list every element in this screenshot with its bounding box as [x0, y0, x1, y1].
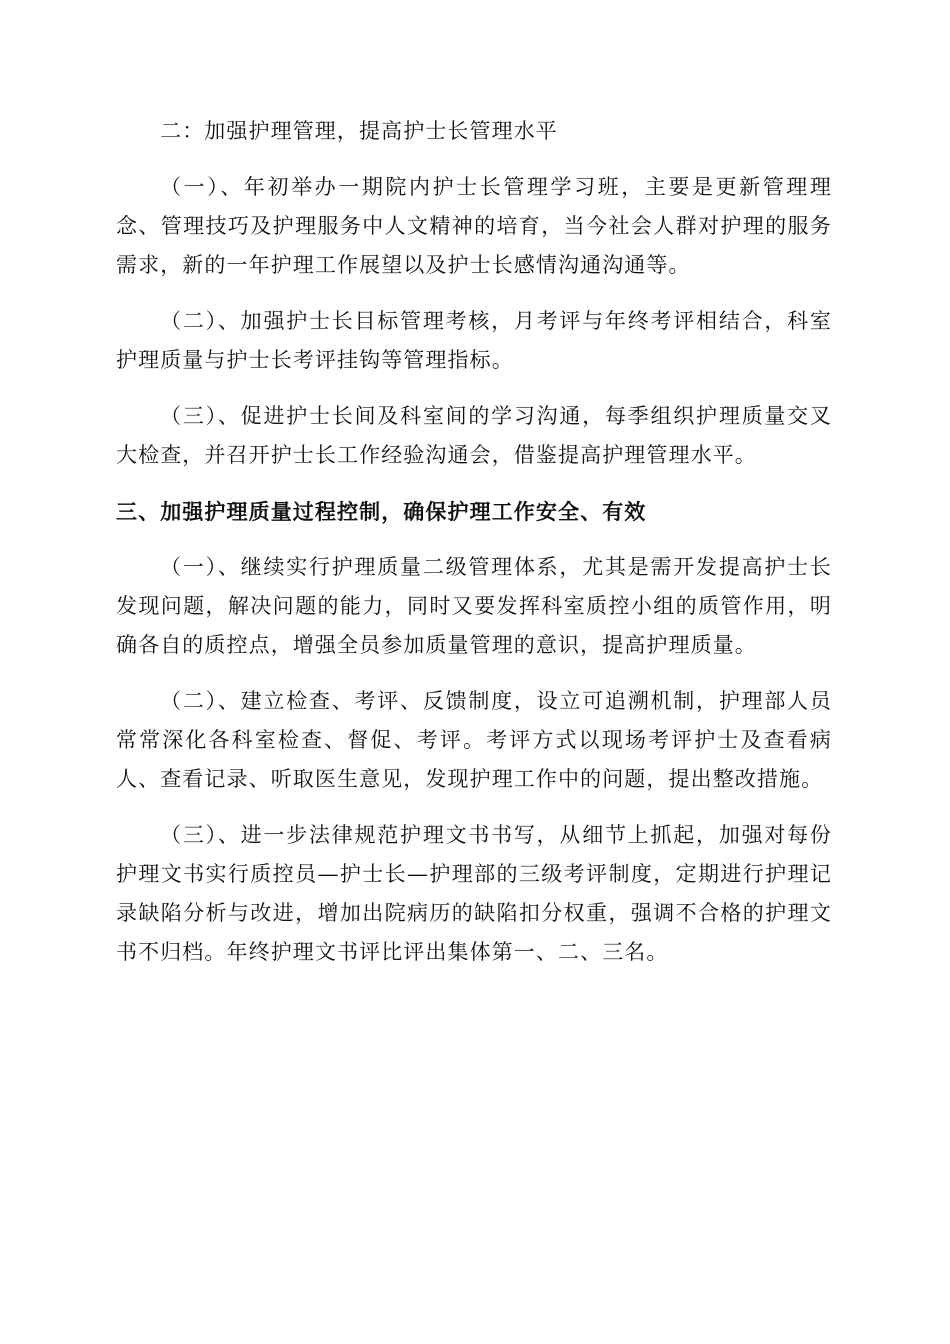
section-2-item-1: （一）、年初举办一期院内护士长管理学习班，主要是更新管理理念、管理技巧及护理服务中人文精神的培育，当今社会人群对护理的服务需求，新的一年护理工作展望以及护士长感情沟通沟通等。: [116, 175, 832, 277]
section-3-item-3: （三）、进一步法律规范护理文书书写，从细节上抓起，加强对每份护理文书实行质控员—护士长—护理部的三级考评制度，定期进行护理记录缺陷分析与改进，增加出院病历的缺陷扣分权重，强调不合格的护理文书不归档。年终护理文书评比评出集体第一、二、三名。: [116, 823, 832, 964]
section-3-item-1: （一）、继续实行护理质量二级管理体系，尤其是需开发提高护士长发现问题，解决问题的能力，同时又要发挥科室质控小组的质管作用，明确各自的质控点，增强全员参加质量管理的意识，提高护理质量。: [116, 555, 832, 657]
section-3-heading: 三、加强护理质量过程控制，确保护理工作安全、有效: [116, 499, 647, 524]
section-2-heading: 二：加强护理管理，提高护士长管理水平: [160, 119, 558, 143]
section-2-item-2: （二）、加强护士长目标管理考核，月考评与年终考评相结合，科室护理质量与护士长考评挂钩等管理指标。: [116, 309, 832, 372]
document-body: [116, 112, 832, 989]
section-2-item-3: （三）、促进护士长间及科室间的学习沟通，每季组织护理质量交叉大检查，并召开护士长工作经验沟通会，借鉴提高护理管理水平。: [116, 404, 832, 467]
section-3-item-2: （二）、建立检查、考评、反馈制度，设立可追溯机制，护理部人员常常深化各科室检查、督促、考评。考评方式以现场考评护士及查看病人、查看记录、听取医生意见，发现护理工作中的问题，提出整改措施。: [116, 689, 832, 791]
